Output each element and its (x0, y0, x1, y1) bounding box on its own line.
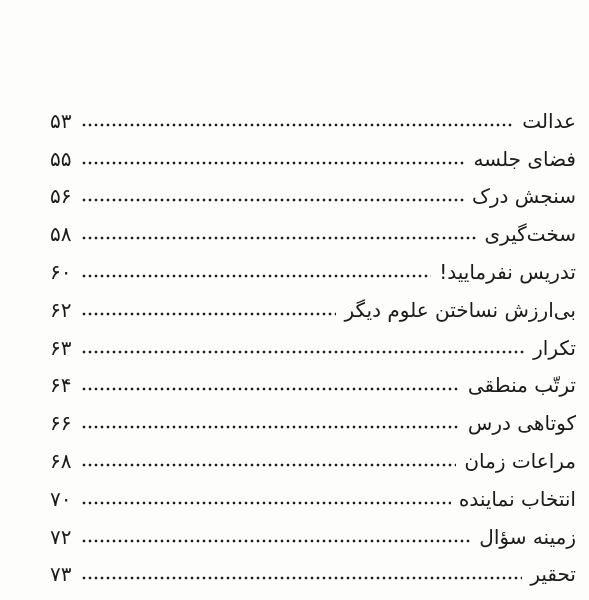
toc-entry-title: تدریس نفرمایید! (439, 259, 576, 284)
toc-entry-title: فضای جلسه (473, 146, 576, 171)
dot-leader (81, 387, 459, 391)
toc-entry-title: کوتاهی درس (467, 411, 576, 436)
toc-entry (50, 433, 576, 471)
toc-entry-page-number: ۶۸ (50, 448, 72, 473)
toc-entry (50, 471, 576, 509)
dot-leader (81, 274, 431, 278)
toc-entry (50, 169, 576, 207)
toc-entry-page-number: ۶۰ (50, 259, 72, 284)
toc-entry-title: مراعات زمان (464, 448, 576, 473)
toc-entry-page-number: ۷۰ (50, 486, 72, 511)
toc-entry-page-number: ۶۳ (50, 335, 72, 360)
toc-entry (50, 509, 576, 547)
toc-entry-title: بی‌ارزش نساختن علوم دیگر (344, 297, 576, 322)
dot-leader (81, 539, 471, 543)
toc-entry-title: سنجش درک (471, 184, 576, 209)
toc-entry (50, 395, 576, 436)
toc-entry-page-number: ۶۶ (50, 411, 72, 436)
dot-leader (81, 312, 336, 316)
toc-entry-title: تکرار (533, 335, 576, 360)
dot-leader (81, 198, 463, 202)
table-of-contents (50, 93, 576, 587)
toc-entry (50, 320, 576, 358)
toc-entry (50, 547, 576, 585)
toc-entry-page-number: ۷۳ (50, 562, 72, 587)
toc-entry-page-number: ۵۵ (50, 146, 72, 171)
toc-entry-page-number: ۷۲ (50, 524, 72, 549)
dot-leader (81, 425, 459, 429)
toc-entry-title: انتخاب نماینده (458, 486, 576, 511)
toc-entry-title: عدالت (522, 108, 576, 133)
toc-entry-page-number: ۶۴ (50, 373, 72, 398)
toc-entry (50, 244, 576, 282)
toc-entry-page-number: ۵۶ (50, 184, 72, 209)
dot-leader (81, 161, 465, 165)
toc-entry-page-number: ۶۲ (50, 297, 72, 322)
toc-entry (50, 282, 576, 320)
dot-leader (81, 463, 456, 467)
dot-leader (81, 123, 514, 127)
toc-entry-title: ترتّب منطقی (467, 373, 576, 398)
toc-entry (50, 358, 576, 396)
toc-entry-page-number: ۵۸ (50, 222, 72, 247)
toc-entry-title: سخت‌گیری (484, 222, 576, 247)
dot-leader (81, 236, 476, 240)
toc-entry (50, 131, 576, 169)
toc-entry-title: تحقیر (530, 562, 576, 587)
toc-entry-title: زمینه سؤال (479, 524, 576, 549)
toc-entry (50, 206, 576, 247)
toc-entry (50, 93, 576, 131)
dot-leader (81, 501, 450, 505)
dot-leader (81, 576, 522, 580)
toc-entry-page-number: ۵۳ (50, 108, 72, 133)
dot-leader (81, 350, 525, 354)
